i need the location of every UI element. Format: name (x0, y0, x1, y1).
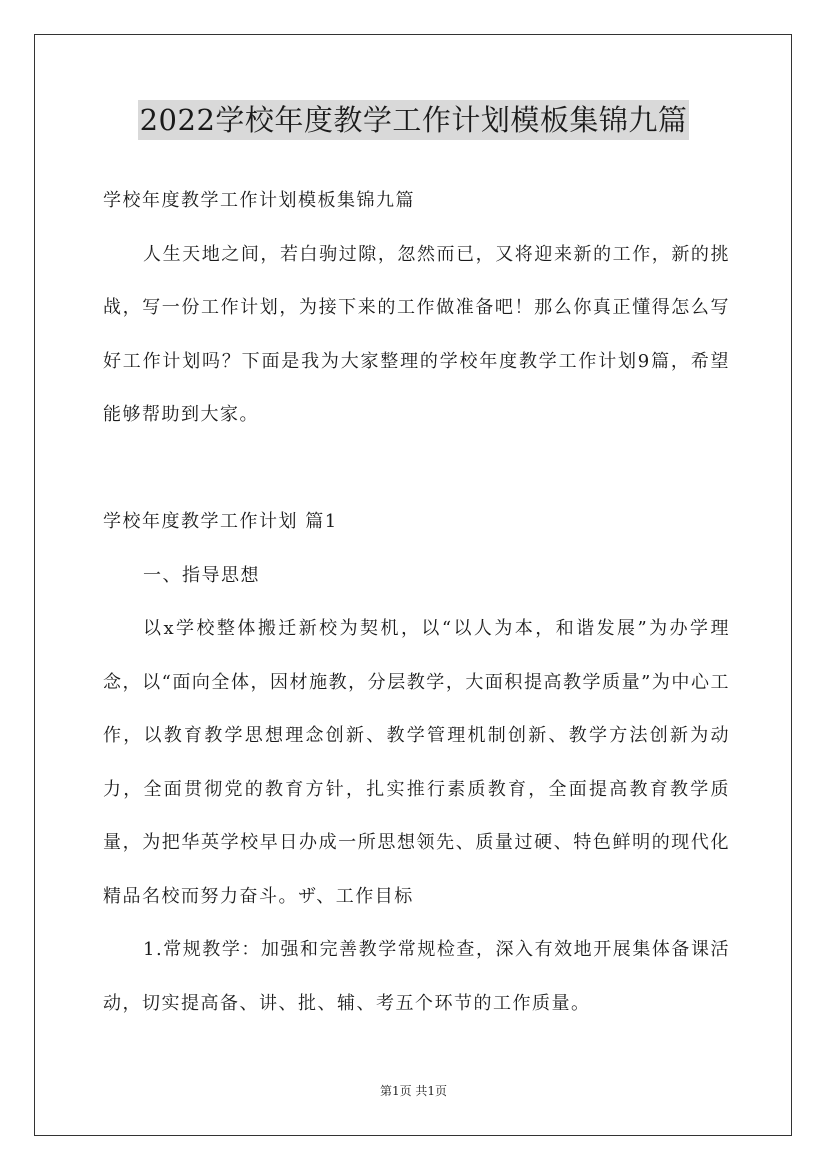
list-item: 1.常规教学：加强和完善教学常规检查，深入有效地开展集体备课活动，切实提高备、讲、批、辅、考五个环节的工作质量。 (103, 939, 730, 1014)
section-heading: 学校年度教学工作计划 篇1 (103, 511, 338, 532)
sub-heading: 一、指导思想 (143, 564, 260, 586)
page-number: 第1页 共1页 (379, 1084, 448, 1098)
document-body (103, 174, 730, 1030)
subtitle: 学校年度教学工作计划模板集锦九篇 (103, 190, 415, 211)
body-paragraph: 以x学校整体搬迁新校为契机，以“以人为本，和谐发展”为办学理念，以“面向全体，因材施教，分层教学，大面积提高教学质量”为中心工作，以教育教学思想理念创新、教学管理机制创新、教学方法创新为动力，全面贯彻党的教育方针，扎实推行素质教育，全面提高教育教学质量，为把华英学校早日办成一所思想领先、质量过硬、特色鲜明的现代化精品名校而努力奋斗。ザ、工作目标 (103, 618, 730, 907)
page-footer (0, 1082, 827, 1099)
intro-paragraph: 人生天地之间，若白驹过隙，忽然而已，又将迎来新的工作，新的挑战，写一份工作计划，为接下来的工作做准备吧！那么你真正懂得怎么写好工作计划吗？下面是我为大家整理的学校年度教学工作计划9篇，希望能够帮助到大家。 (103, 243, 730, 425)
document-title-wrap (0, 100, 827, 140)
document-title: 2022学校年度教学工作计划模板集锦九篇 (138, 100, 690, 140)
spacer (103, 442, 730, 496)
